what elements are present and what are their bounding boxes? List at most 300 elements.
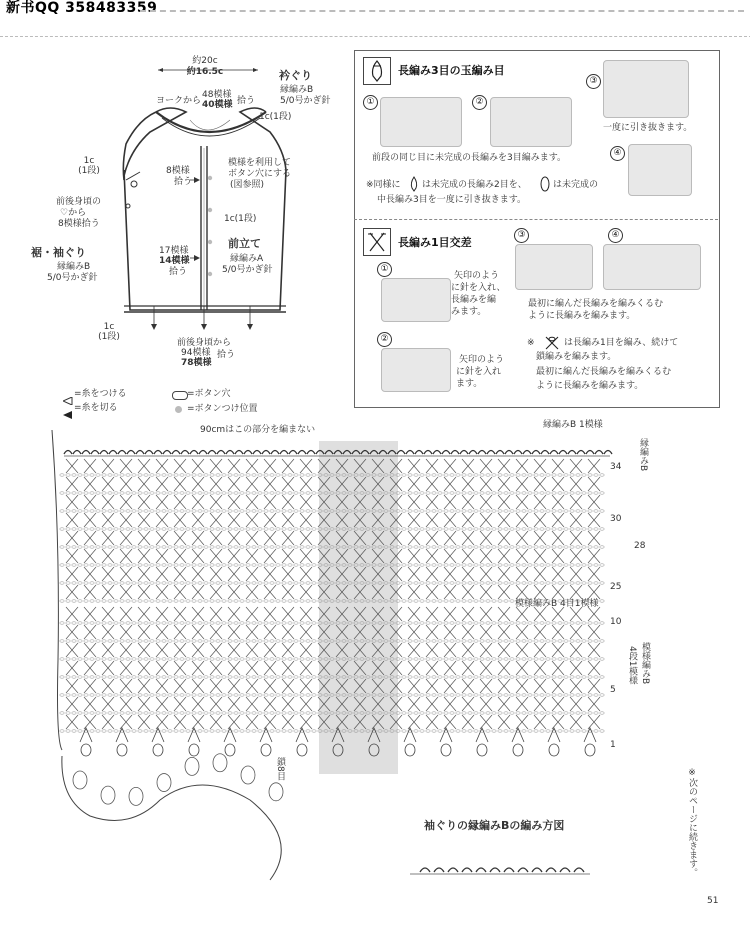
cluster-mark-2347 bbox=[441, 744, 451, 756]
chain-mark-357 bbox=[570, 492, 574, 494]
chain-mark-199 bbox=[528, 474, 532, 476]
chain-mark-1680 bbox=[354, 658, 358, 660]
chain-mark-311 bbox=[294, 492, 298, 494]
chain-mark-2296 bbox=[426, 730, 430, 732]
chain-mark-885 bbox=[114, 564, 118, 566]
chain-mark-1396 bbox=[462, 622, 466, 624]
chain-mark-2255 bbox=[180, 730, 184, 732]
chain-mark-507 bbox=[564, 510, 568, 512]
chain-mark-2258 bbox=[198, 730, 202, 732]
chain-mark-1376 bbox=[342, 622, 346, 624]
chain-mark-643 bbox=[474, 528, 478, 530]
chain-mark-913 bbox=[282, 564, 286, 566]
chain-mark-1365 bbox=[276, 622, 280, 624]
chain-mark-1097 bbox=[480, 582, 484, 584]
chain-mark-186 bbox=[450, 474, 454, 476]
chain-mark-1373 bbox=[324, 622, 328, 624]
chain-mark-288 bbox=[156, 492, 160, 494]
chain-mark-438 bbox=[150, 510, 154, 512]
row-5: 5 bbox=[610, 685, 616, 695]
chain-mark-1816 bbox=[264, 676, 268, 678]
chain-mark-1536 bbox=[396, 640, 400, 642]
yoke-40: 40模様 bbox=[202, 100, 233, 110]
chain-mark-616 bbox=[312, 528, 316, 530]
chain-mark-1712 bbox=[546, 658, 550, 660]
chain-mark-2142 bbox=[408, 712, 412, 714]
chain-mark-1994 bbox=[426, 694, 430, 696]
chain-mark-960 bbox=[564, 564, 568, 566]
chain-mark-1030 bbox=[78, 582, 82, 584]
picot-edge-mark-23 bbox=[271, 451, 279, 455]
chain-mark-1083 bbox=[396, 582, 400, 584]
chain-mark-149 bbox=[228, 474, 232, 476]
chain-mark-167 bbox=[336, 474, 340, 476]
sleeve-cluster-mark-2363 bbox=[269, 783, 283, 801]
chain-mark-888 bbox=[132, 564, 136, 566]
chain-mark-936 bbox=[420, 564, 424, 566]
chain-mark-301 bbox=[234, 492, 238, 494]
chain-mark-959 bbox=[558, 564, 562, 566]
chain-mark-1519 bbox=[294, 640, 298, 642]
chain-mark-1330 bbox=[66, 622, 70, 624]
chain-mark-1649 bbox=[168, 658, 172, 660]
chain-mark-1670 bbox=[294, 658, 298, 660]
chain-mark-903 bbox=[222, 564, 226, 566]
chain-mark-1497 bbox=[162, 640, 166, 642]
chain-mark-274 bbox=[72, 492, 76, 494]
chain-mark-1103 bbox=[516, 582, 520, 584]
chain-mark-2013 bbox=[540, 694, 544, 696]
yoke-48: 48模様 bbox=[202, 90, 232, 100]
chain-mark-1829 bbox=[342, 676, 346, 678]
chain-mark-2135 bbox=[366, 712, 370, 714]
chain-mark-335 bbox=[438, 492, 442, 494]
chain-mark-1206 bbox=[228, 600, 232, 602]
chain-mark-1539 bbox=[414, 640, 418, 642]
chain-mark-1252 bbox=[504, 600, 508, 602]
chain-mark-1339 bbox=[120, 622, 124, 624]
chain-mark-2122 bbox=[288, 712, 292, 714]
chain-mark-1346 bbox=[162, 622, 166, 624]
chain-mark-2004 bbox=[486, 694, 490, 696]
chain-mark-1948 bbox=[150, 694, 154, 696]
chain-mark-664 bbox=[600, 528, 604, 530]
chain-mark-1635 bbox=[84, 658, 88, 660]
chain-mark-2118 bbox=[264, 712, 268, 714]
chain-mark-1418 bbox=[594, 622, 598, 624]
box1-note-c: は未完成の bbox=[553, 180, 599, 190]
chain-mark-179 bbox=[408, 474, 412, 476]
chain-mark-1246 bbox=[468, 600, 472, 602]
chain-mark-325 bbox=[378, 492, 382, 494]
cluster-mark-2337 bbox=[261, 744, 271, 756]
chain-mark-1037 bbox=[120, 582, 124, 584]
chain-mark-447 bbox=[204, 510, 208, 512]
chain-mark-1525 bbox=[330, 640, 334, 642]
picot-edge-mark-34 bbox=[370, 451, 378, 455]
chain-mark-1250 bbox=[492, 600, 496, 602]
chain-mark-1988 bbox=[390, 694, 394, 696]
chain-mark-1184 bbox=[96, 600, 100, 602]
chain-mark-2092 bbox=[108, 712, 112, 714]
chain-mark-469 bbox=[336, 510, 340, 512]
chain-mark-1268 bbox=[600, 600, 604, 602]
chain-mark-2321 bbox=[576, 730, 580, 732]
chain-mark-1239 bbox=[426, 600, 430, 602]
chain-mark-273 bbox=[66, 492, 70, 494]
chain-mark-2117 bbox=[258, 712, 262, 714]
c1-left-b: (1段) bbox=[78, 166, 100, 176]
chain-mark-136 bbox=[150, 474, 154, 476]
chain-mark-761 bbox=[276, 546, 280, 548]
chain-mark-277 bbox=[90, 492, 94, 494]
chain-mark-588 bbox=[144, 528, 148, 530]
chain-mark-150 bbox=[234, 474, 238, 476]
chain-mark-2097 bbox=[138, 712, 142, 714]
chain-mark-2108 bbox=[204, 712, 208, 714]
chain-mark-1069 bbox=[312, 582, 316, 584]
chain-mark-355 bbox=[558, 492, 562, 494]
chain-mark-2167 bbox=[558, 712, 562, 714]
box2-text2-a: 矢印のよう bbox=[459, 355, 505, 365]
sleeve-cluster-mark-2357 bbox=[101, 786, 115, 804]
chain-mark-513 bbox=[600, 510, 604, 512]
chain-mark-786 bbox=[426, 546, 430, 548]
picot-edge-mark-47 bbox=[487, 451, 495, 455]
chain-mark-1351 bbox=[192, 622, 196, 624]
chain-mark-1824 bbox=[312, 676, 316, 678]
chain-mark-1379 bbox=[360, 622, 364, 624]
chain-mark-893 bbox=[162, 564, 166, 566]
chain-mark-439 bbox=[156, 510, 160, 512]
chain-mark-1705 bbox=[504, 658, 508, 660]
chain-mark-1784 bbox=[72, 676, 76, 678]
chain-mark-291 bbox=[174, 492, 178, 494]
chain-mark-1809 bbox=[222, 676, 226, 678]
sleeve-edge-diagram-mark-2367 bbox=[462, 868, 472, 872]
chain-mark-141 bbox=[180, 474, 184, 476]
chain-mark-1198 bbox=[180, 600, 184, 602]
chain-mark-1414 bbox=[570, 622, 574, 624]
chain-mark-927 bbox=[366, 564, 370, 566]
chain-mark-781 bbox=[396, 546, 400, 548]
chain-mark-622 bbox=[348, 528, 352, 530]
chain-mark-1064 bbox=[282, 582, 286, 584]
chain-mark-1827 bbox=[330, 676, 334, 678]
chain-mark-176 bbox=[390, 474, 394, 476]
chain-mark-950 bbox=[504, 564, 508, 566]
chain-mark-1854 bbox=[492, 676, 496, 678]
chain-mark-1505 bbox=[210, 640, 214, 642]
chain-mark-2000 bbox=[462, 694, 466, 696]
chain-mark-1249 bbox=[486, 600, 490, 602]
chain-mark-1052 bbox=[210, 582, 214, 584]
chain-mark-1480 bbox=[60, 640, 64, 642]
chain-mark-1216 bbox=[288, 600, 292, 602]
chain-mark-947 bbox=[486, 564, 490, 566]
chain-mark-1199 bbox=[186, 600, 190, 602]
chain-mark-1240 bbox=[432, 600, 436, 602]
chain-mark-309 bbox=[282, 492, 286, 494]
chain-mark-281 bbox=[114, 492, 118, 494]
chain-mark-1207 bbox=[234, 600, 238, 602]
chain-mark-2133 bbox=[354, 712, 358, 714]
chain-mark-1028 bbox=[66, 582, 70, 584]
chain-mark-346 bbox=[504, 492, 508, 494]
chain-mark-1799 bbox=[162, 676, 166, 678]
chain-mark-1666 bbox=[270, 658, 274, 660]
cut-yarn-icon bbox=[63, 404, 73, 412]
chain-mark-630 bbox=[396, 528, 400, 530]
chain-mark-440 bbox=[162, 510, 166, 512]
chain-mark-1218 bbox=[300, 600, 304, 602]
yoke-from: ヨークから bbox=[156, 96, 202, 106]
chain-mark-1348 bbox=[174, 622, 178, 624]
chain-mark-183 bbox=[432, 474, 436, 476]
chain-mark-1191 bbox=[138, 600, 142, 602]
chain-mark-1229 bbox=[366, 600, 370, 602]
picot-edge-mark-11 bbox=[163, 451, 171, 455]
chain-mark-131 bbox=[120, 474, 124, 476]
chain-mark-1349 bbox=[180, 622, 184, 624]
chain-mark-280 bbox=[108, 492, 112, 494]
chain-mark-1484 bbox=[84, 640, 88, 642]
chain-mark-1508 bbox=[228, 640, 232, 642]
chain-mark-625 bbox=[366, 528, 370, 530]
chain-mark-1388 bbox=[414, 622, 418, 624]
chain-mark-471 bbox=[348, 510, 352, 512]
buttonhole-icon bbox=[172, 391, 188, 400]
chain-mark-347 bbox=[510, 492, 514, 494]
chain-mark-1638 bbox=[102, 658, 106, 660]
box1-illustration-3 bbox=[603, 60, 689, 118]
box1-note-d: 中長編み3目を一度に引き抜きます。 bbox=[377, 195, 527, 205]
chain-mark-1952 bbox=[174, 694, 178, 696]
chain-mark-1944 bbox=[126, 694, 130, 696]
chain-mark-2268 bbox=[258, 730, 262, 732]
chain-mark-1363 bbox=[264, 622, 268, 624]
chain-mark-1188 bbox=[120, 600, 124, 602]
chain-mark-2137 bbox=[378, 712, 382, 714]
chain-mark-928 bbox=[372, 564, 376, 566]
chain-mark-2298 bbox=[438, 730, 442, 732]
chain-mark-1522 bbox=[312, 640, 316, 642]
chain-mark-1852 bbox=[480, 676, 484, 678]
chain-mark-1704 bbox=[498, 658, 502, 660]
chain-mark-794 bbox=[474, 546, 478, 548]
chain-mark-494 bbox=[486, 510, 490, 512]
chain-mark-1972 bbox=[294, 694, 298, 696]
chain-mark-1642 bbox=[126, 658, 130, 660]
chain-mark-2153 bbox=[474, 712, 478, 714]
chain-mark-800 bbox=[510, 546, 514, 548]
chain-mark-1966 bbox=[258, 694, 262, 696]
chain-mark-1710 bbox=[534, 658, 538, 660]
chain-mark-2170 bbox=[576, 712, 580, 714]
chain-mark-1559 bbox=[534, 640, 538, 642]
chain-mark-185 bbox=[444, 474, 448, 476]
chain-mark-614 bbox=[300, 528, 304, 530]
chain-mark-1991 bbox=[408, 694, 412, 696]
chain-mark-758 bbox=[258, 546, 262, 548]
sleeve-cluster-mark-2360 bbox=[185, 757, 199, 775]
chain-mark-1092 bbox=[450, 582, 454, 584]
chain-mark-1104 bbox=[522, 582, 526, 584]
chain-mark-917 bbox=[306, 564, 310, 566]
chain-mark-744 bbox=[174, 546, 178, 548]
chain-mark-1560 bbox=[540, 640, 544, 642]
chain-mark-617 bbox=[318, 528, 322, 530]
chain-mark-342 bbox=[480, 492, 484, 494]
chain-mark-1691 bbox=[420, 658, 424, 660]
chain-mark-1243 bbox=[450, 600, 454, 602]
chain-mark-598 bbox=[204, 528, 208, 530]
box1-note-b: は未完成の長編み2目を、 bbox=[422, 180, 527, 190]
chain-mark-1085 bbox=[408, 582, 412, 584]
chain-mark-1034 bbox=[102, 582, 106, 584]
chain-mark-728 bbox=[78, 546, 82, 548]
chain-mark-1385 bbox=[396, 622, 400, 624]
sleeve-edging-outline bbox=[62, 756, 281, 880]
cluster-mark-2327 bbox=[81, 744, 91, 756]
picot-edge-mark-27 bbox=[307, 451, 315, 455]
box1-step3: ③ bbox=[586, 74, 601, 89]
chain-mark-1338 bbox=[114, 622, 118, 624]
continue-note: ※次のページに続きます。 bbox=[687, 768, 697, 877]
cluster-2-icon bbox=[409, 176, 419, 192]
chain-mark-1082 bbox=[390, 582, 394, 584]
box2-step3: ③ bbox=[514, 228, 529, 243]
chain-mark-1412 bbox=[558, 622, 562, 624]
chain-mark-502 bbox=[534, 510, 538, 512]
chain-mark-1516 bbox=[276, 640, 280, 642]
chain-mark-1068 bbox=[306, 582, 310, 584]
chain-mark-1795 bbox=[138, 676, 142, 678]
chain-mark-1631 bbox=[60, 658, 64, 660]
chain-mark-2084 bbox=[60, 712, 64, 714]
chain-mark-908 bbox=[252, 564, 256, 566]
hem-hook: 5/0号かぎ針 bbox=[47, 273, 98, 283]
chain-mark-1087 bbox=[420, 582, 424, 584]
chain-mark-2148 bbox=[444, 712, 448, 714]
chain-mark-1371 bbox=[312, 622, 316, 624]
chain-mark-2243 bbox=[108, 730, 112, 732]
chain-mark-210 bbox=[594, 474, 598, 476]
chain-mark-2115 bbox=[246, 712, 250, 714]
chain-mark-2294 bbox=[414, 730, 418, 732]
chain-mark-2168 bbox=[564, 712, 568, 714]
chain-mark-307 bbox=[270, 492, 274, 494]
chain-mark-348 bbox=[516, 492, 520, 494]
chain-mark-1486 bbox=[96, 640, 100, 642]
chain-mark-1095 bbox=[468, 582, 472, 584]
chain-mark-2267 bbox=[252, 730, 256, 732]
chain-mark-2236 bbox=[66, 730, 70, 732]
chain-mark-2138 bbox=[384, 712, 388, 714]
chain-mark-881 bbox=[90, 564, 94, 566]
chain-mark-1714 bbox=[558, 658, 562, 660]
chain-mark-1993 bbox=[420, 694, 424, 696]
chain-mark-629 bbox=[390, 528, 394, 530]
chain-mark-2086 bbox=[72, 712, 76, 714]
chain-mark-2276 bbox=[306, 730, 310, 732]
chain-mark-1517 bbox=[282, 640, 286, 642]
chain-mark-1116 bbox=[594, 582, 598, 584]
chain-mark-290 bbox=[168, 492, 172, 494]
chain-mark-1215 bbox=[282, 600, 286, 602]
chain-mark-272 bbox=[60, 492, 64, 494]
chain-mark-200 bbox=[534, 474, 538, 476]
box1-illustration-2 bbox=[490, 97, 572, 147]
chain-mark-777 bbox=[372, 546, 376, 548]
chain-mark-1810 bbox=[228, 676, 232, 678]
box1-illustration-1 bbox=[380, 97, 462, 147]
chain-mark-432 bbox=[114, 510, 118, 512]
chain-mark-1350 bbox=[186, 622, 190, 624]
chain-mark-1180 bbox=[72, 600, 76, 602]
chain-mark-1219 bbox=[306, 600, 310, 602]
chain-mark-1495 bbox=[150, 640, 154, 642]
box2-illustration-2 bbox=[381, 348, 451, 392]
chain-mark-2127 bbox=[318, 712, 322, 714]
chain-mark-1844 bbox=[432, 676, 436, 678]
picot-edge-mark-59 bbox=[595, 451, 603, 455]
chain-mark-189 bbox=[468, 474, 472, 476]
chain-mark-1204 bbox=[216, 600, 220, 602]
sleeve-chart-title: 袖ぐりの縁編みBの編み方図 bbox=[424, 819, 565, 832]
row-1: 1 bbox=[610, 740, 616, 750]
chain-mark-1945 bbox=[132, 694, 136, 696]
chain-mark-1378 bbox=[354, 622, 358, 624]
box1-note-a: ※同様に bbox=[366, 180, 401, 190]
chain-mark-2301 bbox=[456, 730, 460, 732]
chain-mark-958 bbox=[552, 564, 556, 566]
chain-mark-748 bbox=[198, 546, 202, 548]
chain-mark-1185 bbox=[102, 600, 106, 602]
box2-text1-a: 矢印のよう bbox=[454, 271, 500, 281]
chain-mark-2242 bbox=[102, 730, 106, 732]
chain-mark-459 bbox=[276, 510, 280, 512]
chain-mark-2264 bbox=[234, 730, 238, 732]
chain-mark-2319 bbox=[564, 730, 568, 732]
hdc-cluster-icon bbox=[540, 176, 550, 192]
chain-mark-1974 bbox=[306, 694, 310, 696]
chain-mark-429 bbox=[96, 510, 100, 512]
chain-mark-785 bbox=[420, 546, 424, 548]
picot-edge-mark-14 bbox=[190, 451, 198, 455]
chain-mark-1374 bbox=[330, 622, 334, 624]
collar-hook: 5/0号かぎ針 bbox=[280, 96, 331, 106]
chain-mark-2279 bbox=[324, 730, 328, 732]
chain-mark-177 bbox=[396, 474, 400, 476]
chain-mark-1792 bbox=[120, 676, 124, 678]
chain-mark-1344 bbox=[150, 622, 154, 624]
picot-edge-mark-12 bbox=[172, 451, 180, 455]
chain-mark-925 bbox=[354, 564, 358, 566]
chain-mark-2164 bbox=[540, 712, 544, 714]
header-rule bbox=[140, 10, 744, 12]
chain-mark-1943 bbox=[120, 694, 124, 696]
picot-edge-mark-26 bbox=[298, 451, 306, 455]
chain-mark-1503 bbox=[198, 640, 202, 642]
chain-mark-1375 bbox=[336, 622, 340, 624]
chain-mark-473 bbox=[360, 510, 364, 512]
chain-mark-2087 bbox=[78, 712, 82, 714]
chain-mark-941 bbox=[450, 564, 454, 566]
chain-mark-1818 bbox=[276, 676, 280, 678]
chain-mark-1359 bbox=[240, 622, 244, 624]
chain-mark-1847 bbox=[450, 676, 454, 678]
